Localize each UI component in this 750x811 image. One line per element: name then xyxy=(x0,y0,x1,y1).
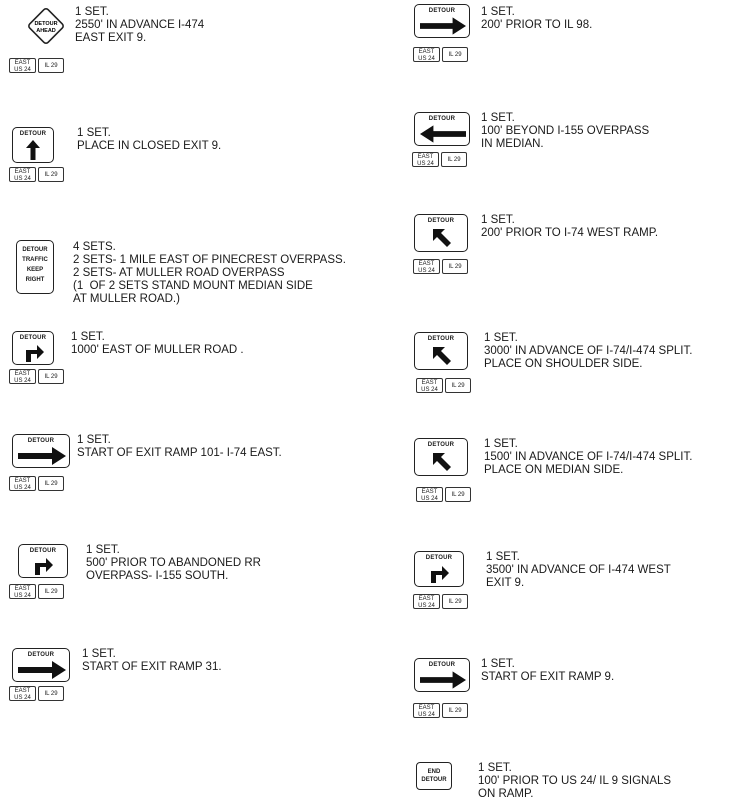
route-marker: EAST US 24 IL 29 xyxy=(9,686,64,701)
detour-traffic-keep-right-sign: DETOUR TRAFFIC KEEP RIGHT xyxy=(16,240,54,294)
entry-text: 1 SET. 1500' IN ADVANCE OF I-74/I-474 SPLIT. PLACE ON MEDIAN SIDE. xyxy=(484,438,693,476)
diagonal-up-left-arrow-icon xyxy=(433,452,451,472)
diagonal-up-left-arrow-icon xyxy=(433,346,451,366)
entry-text: 1 SET. START OF EXIT RAMP 101- I-74 EAST. xyxy=(77,434,282,459)
detour-sign: DETOUR xyxy=(12,127,54,163)
left-arrow-icon xyxy=(420,125,466,143)
route-marker: EAST US 24 IL 29 xyxy=(413,594,468,609)
detour-sign: DETOUR xyxy=(414,658,470,692)
right-arrow-icon xyxy=(420,671,466,689)
turn-right-arrow-icon xyxy=(431,565,449,583)
right-arrow-icon xyxy=(18,447,66,465)
entry-text: 4 SETS. 2 SETS- 1 MILE EAST OF PINECREST OVERPASS. 2 SETS- AT MULLER ROAD OVERPASS (1 OF 2 SETS STAND MOUNT MEDIAN SIDE AT MULLER ROAD.) xyxy=(73,241,346,305)
entry-text: 1 SET. 1000' EAST OF MULLER ROAD . xyxy=(71,331,244,356)
detour-sign: DETOUR xyxy=(18,544,68,578)
detour-sign: DETOUR xyxy=(12,648,70,682)
entry-text: 1 SET. 200' PRIOR TO IL 98. xyxy=(481,6,593,31)
detour-sign: DETOUR xyxy=(12,434,70,468)
svg-text:AHEAD: AHEAD xyxy=(36,28,56,34)
route-marker: EAST US 24 IL 29 xyxy=(9,584,64,599)
detour-sign: DETOUR xyxy=(414,438,468,476)
route-marker: EAST US 24 IL 29 xyxy=(9,58,64,73)
entry-text: 1 SET. PLACE IN CLOSED EXIT 9. xyxy=(77,127,222,152)
entry-text: 1 SET. START OF EXIT RAMP 9. xyxy=(481,658,615,683)
svg-text:DETOUR: DETOUR xyxy=(34,21,58,27)
detour-sign: DETOUR xyxy=(414,332,468,370)
route-marker: EAST US 24 IL 29 xyxy=(413,259,468,274)
route-marker: EAST US 24 IL 29 xyxy=(9,476,64,491)
detour-sign: DETOUR xyxy=(414,4,470,38)
right-arrow-icon xyxy=(18,661,66,679)
entry-text: 1 SET. 3000' IN ADVANCE OF I-74/I-474 SPLIT. PLACE ON SHOULDER SIDE. xyxy=(484,332,693,370)
detour-sign: DETOUR xyxy=(414,112,470,146)
entry-text: 1 SET. START OF EXIT RAMP 31. xyxy=(82,648,222,673)
diagonal-up-left-arrow-icon xyxy=(433,228,451,248)
turn-right-arrow-icon xyxy=(35,557,53,575)
turn-right-arrow-icon xyxy=(26,344,44,362)
entry-text: 1 SET. 2550' IN ADVANCE I-474 EAST EXIT 9. xyxy=(75,6,205,44)
entry-text: 1 SET. 100' BEYOND I-155 OVERPASS IN MEDIAN. xyxy=(481,112,650,150)
route-marker: EAST US 24 IL 29 xyxy=(412,152,467,167)
detour-sign: DETOUR xyxy=(414,551,464,587)
entry-text: 1 SET. 500' PRIOR TO ABANDONED RR OVERPASS- I-155 SOUTH. xyxy=(86,544,261,582)
entry-text: 1 SET. 100' PRIOR TO US 24/ IL 9 SIGNALS ON RAMP. xyxy=(478,762,672,800)
detour-sign: DETOUR xyxy=(12,331,54,365)
right-arrow-icon xyxy=(420,17,466,35)
up-arrow-icon xyxy=(26,140,40,160)
entry-text: 1 SET. 3500' IN ADVANCE OF I-474 WEST EXIT 9. xyxy=(486,551,671,589)
route-marker: EAST US 24 IL 29 xyxy=(416,487,471,502)
route-marker: EAST US 24 IL 29 xyxy=(9,369,64,384)
route-marker: EAST US 24 IL 29 xyxy=(413,703,468,718)
detour-sign: DETOUR xyxy=(414,214,468,252)
route-marker: EAST US 24 IL 29 xyxy=(416,378,471,393)
entry-text: 1 SET. 200' PRIOR TO I-74 WEST RAMP. xyxy=(481,214,659,239)
route-marker: EAST US 24 IL 29 xyxy=(9,167,64,182)
detour-ahead-diamond-sign xyxy=(26,6,66,46)
route-marker: EAST US 24 IL 29 xyxy=(413,47,468,62)
end-detour-sign: END DETOUR xyxy=(416,762,452,790)
